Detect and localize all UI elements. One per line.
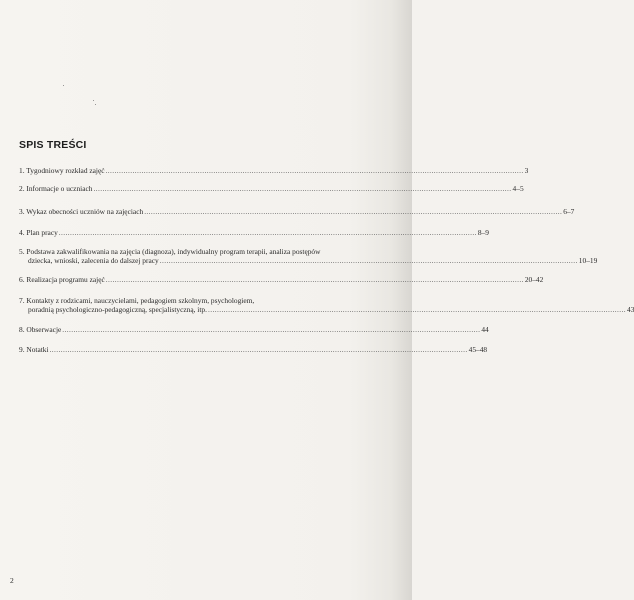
toc-entry — [19, 275, 544, 284]
toc-leader-dots: .......................................................................................................................................................................................... — [105, 166, 524, 175]
page-title: SPIS TREŚCI — [19, 139, 87, 151]
toc-entry — [19, 166, 529, 175]
toc-entry — [19, 296, 634, 315]
page-number: 2 — [10, 576, 14, 585]
toc-leader-dots: .......................................................................................................................................................................................... — [49, 345, 468, 354]
toc-entry-page: 8–9 — [477, 228, 489, 237]
toc-entry-title: 6. Realizacja programu zajęć — [19, 275, 105, 284]
paper-speck — [93, 100, 94, 101]
toc-leader-dots: .......................................................................................................................................................................................... — [105, 275, 524, 284]
toc-entry-page: 10–19 — [578, 256, 598, 266]
toc-entry-title: 8. Obserwacje — [19, 325, 62, 334]
toc-entry-title-continued: poradnią psychologiczno-pedagogiczną, specjalistyczną, itp. — [28, 305, 207, 315]
toc-entry-title: 4. Plan pracy — [19, 228, 58, 237]
toc-entry-page: 6–7 — [563, 207, 575, 216]
paper-speck — [63, 85, 64, 86]
toc-leader-dots: .......................................................................................................................................................................................... — [207, 305, 627, 315]
toc-entry — [19, 345, 488, 354]
toc-entry-title: 2. Informacje o uczniach — [19, 184, 93, 193]
toc-entry-page: 45–48 — [468, 345, 488, 354]
toc-leader-dots: .......................................................................................................................................................................................... — [62, 325, 481, 334]
toc-leader-dots: .......................................................................................................................................................................................... — [159, 256, 578, 266]
toc-entry-page: 3 — [524, 166, 529, 175]
toc-entry-title: 7. Kontakty z rodzicami, nauczycielami, pedagogiem szkolnym, psychologiem, — [19, 296, 255, 305]
toc-entry — [19, 228, 489, 237]
toc-entry-title: 9. Notatki — [19, 345, 49, 354]
toc-entry-page: 20–42 — [524, 275, 544, 284]
toc-leader-dots: .......................................................................................................................................................................................... — [144, 207, 563, 216]
toc-entry — [19, 207, 575, 216]
paper-speck — [95, 104, 96, 105]
toc-entry-title: 1. Tygodniowy rozkład zajęć — [19, 166, 105, 175]
toc-entry-title-continued: dziecka, wnioski, zalecenia do dalszej pracy — [28, 256, 159, 266]
toc-entry-page: 43 — [627, 305, 634, 315]
toc-leader-dots: .......................................................................................................................................................................................... — [58, 228, 477, 237]
toc-entry — [19, 325, 489, 334]
toc-entry-title: 5. Podstawa zakwalifikowania na zajęcia (diagnoza), indywidualny program terapii, analiza postępów — [19, 247, 321, 256]
toc-leader-dots: .......................................................................................................................................................................................... — [93, 184, 512, 193]
toc-entry — [19, 184, 524, 193]
toc-entry — [19, 247, 598, 266]
toc-entry-page: 44 — [481, 325, 489, 334]
toc-entry-title: 3. Wykaz obecności uczniów na zajęciach — [19, 207, 144, 216]
toc-entry-page: 4–5 — [512, 184, 524, 193]
